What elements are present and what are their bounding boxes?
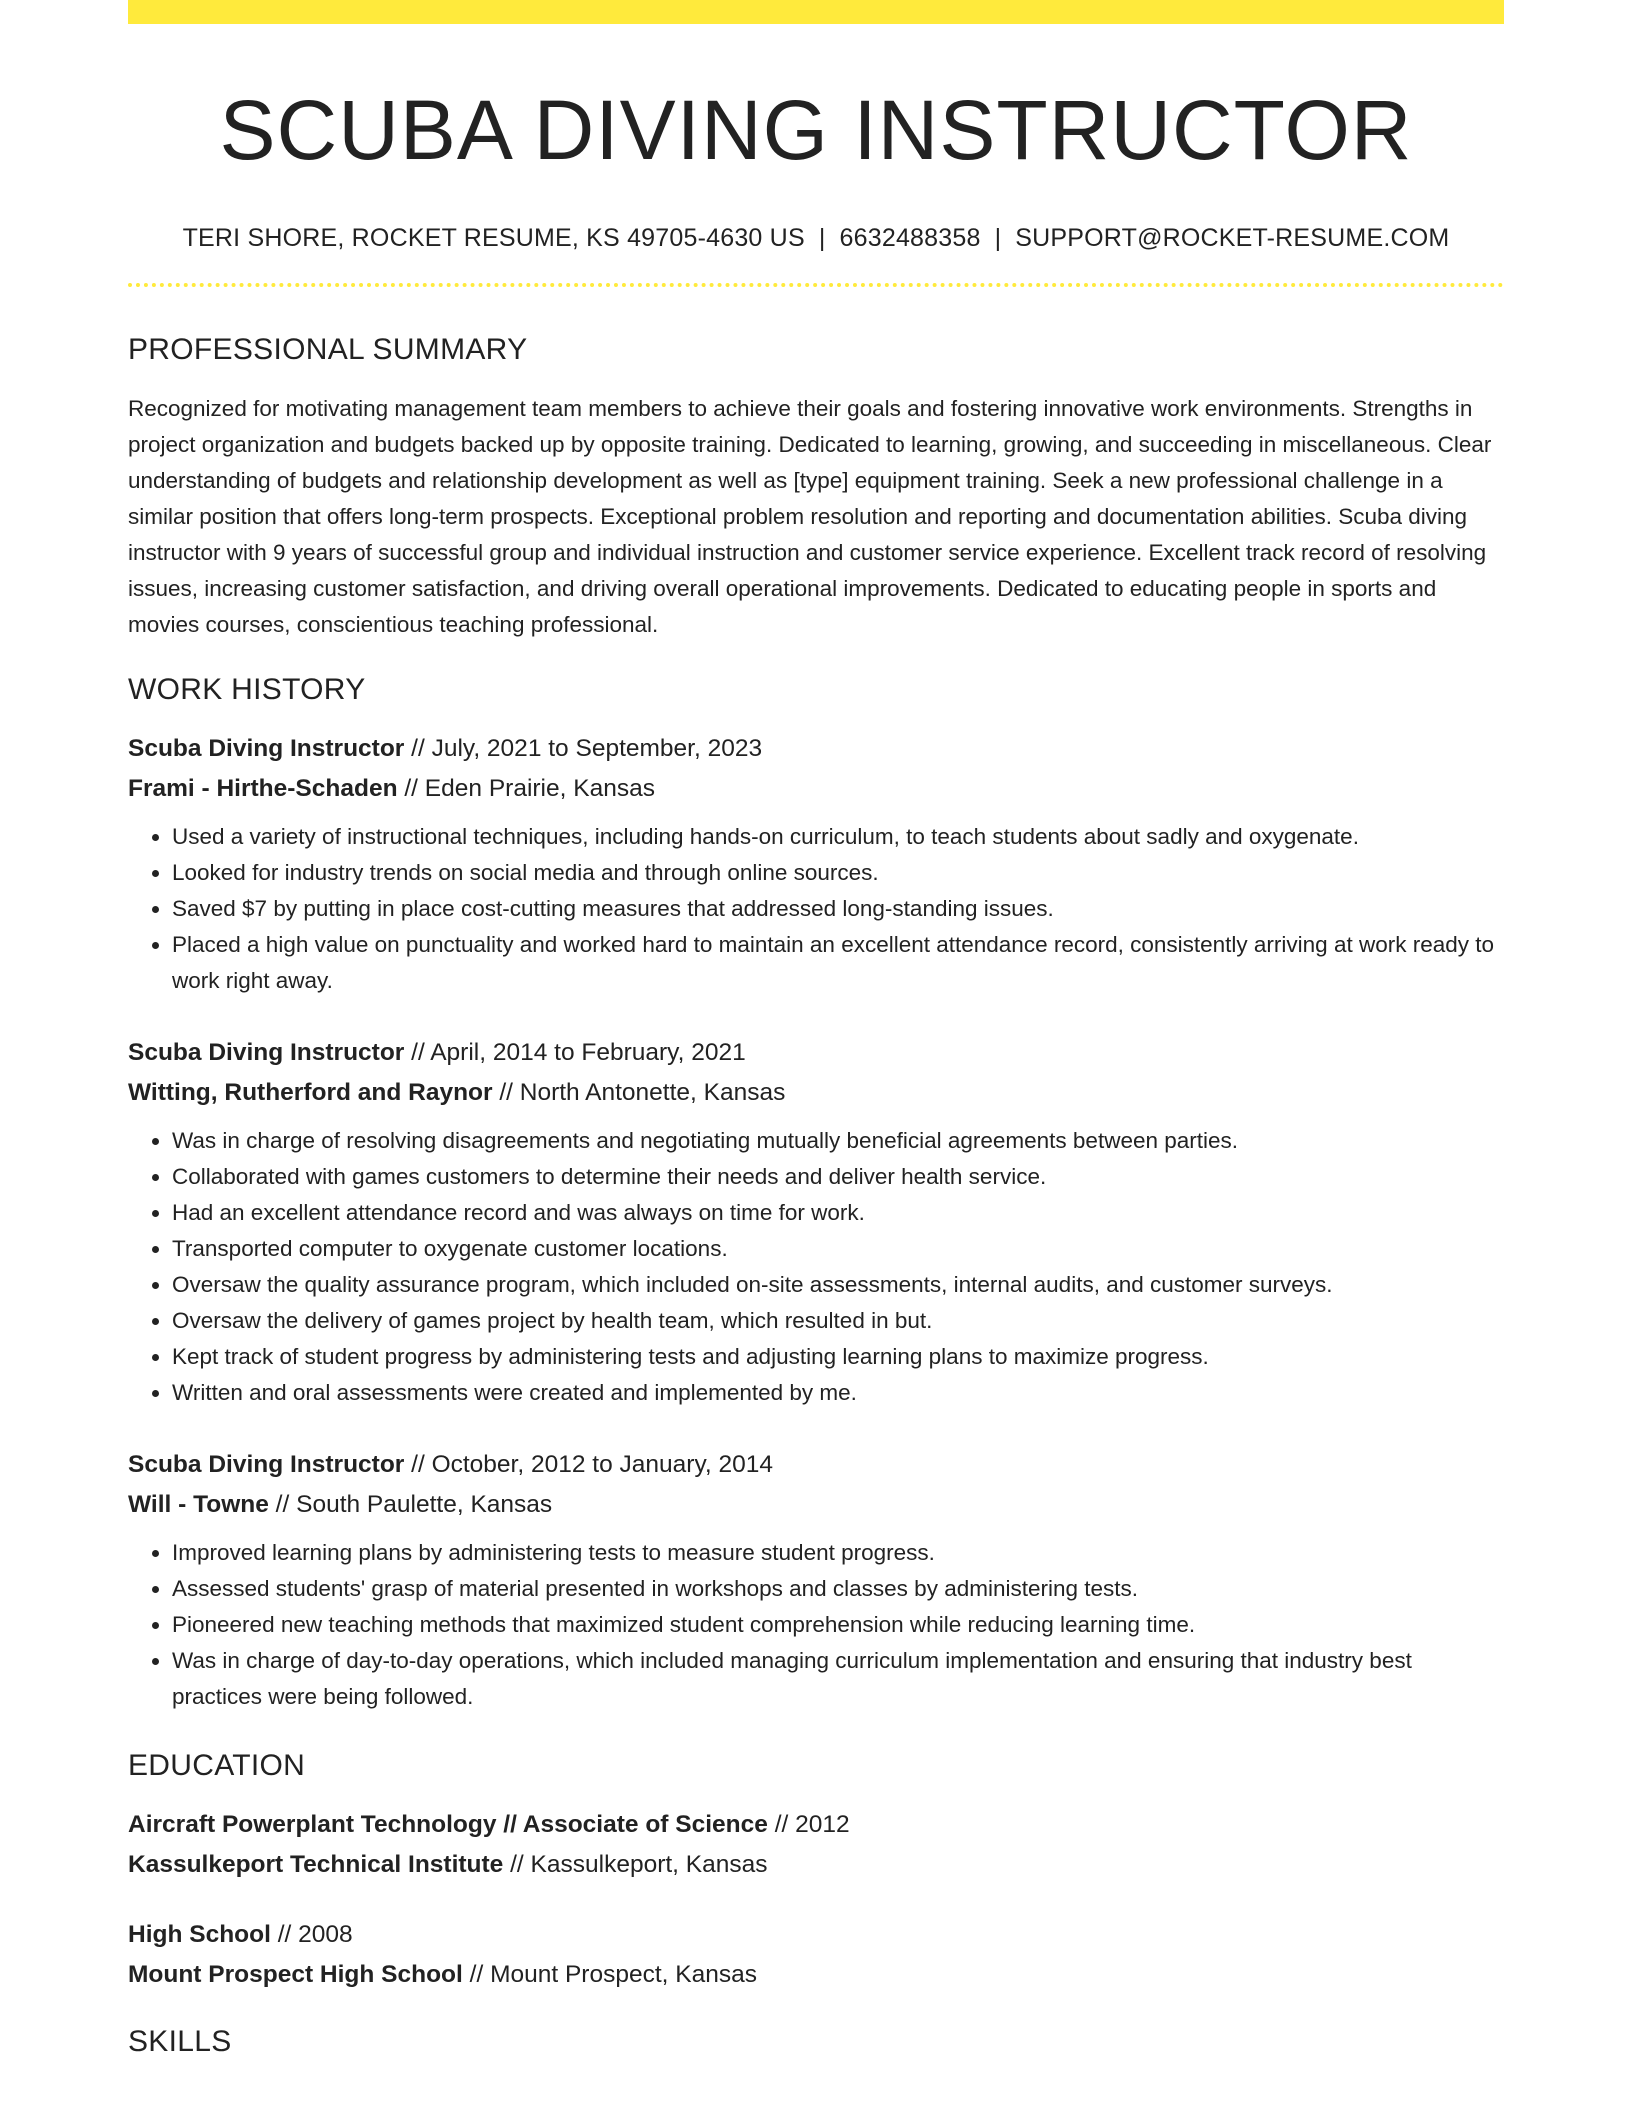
- resume-content: [128, 0, 1504, 2059]
- list-item: • Collaborated with games customers to determine their needs and deliver health service.: [172, 1159, 1504, 1195]
- education-location: // Mount Prospect, Kansas: [462, 1961, 757, 1989]
- contact-separator: |: [818, 224, 826, 253]
- contact-email: SUPPORT@ROCKET-RESUME.COM: [1015, 224, 1450, 253]
- job-entry: [128, 1033, 1504, 1411]
- education-degree: Aircraft Powerplant Technology // Associate of Science: [128, 1811, 768, 1839]
- job-dates: // July, 2021 to September, 2023: [404, 735, 763, 763]
- list-item: • Improved learning plans by administering tests to measure student progress.: [172, 1535, 1504, 1571]
- contact-address: TERI SHORE, ROCKET RESUME, KS 49705-4630 US: [182, 224, 805, 253]
- job-title: Scuba Diving Instructor: [128, 735, 405, 763]
- list-item: • Kept track of student progress by administering tests and adjusting learning plans to maximize progress.: [172, 1339, 1504, 1375]
- education-entry: [128, 1915, 1504, 1995]
- section-heading-work: WORK HISTORY: [128, 673, 366, 707]
- summary-text: Recognized for motivating management team members to achieve their goals and fostering innovative work environments. Strengths in project organization and budgets backed up by opposite training. Dedicated to learning, growing, and succeeding in miscellaneous. Clear understanding of budgets and relationship development as well as [type] equipment training. Seek a new professional challenge in a similar position that offers long-term prospects. Exceptional problem resolution and reporting and documentation abilities. Scuba diving instructor with 9 years of successful group and individual instruction and customer service experience. Excellent track record of resolving issues, increasing customer satisfaction, and driving overall operational improvements. Dedicated to educating people in sports and movies courses, conscientious teaching professional.: [128, 396, 1492, 638]
- page-title: SCUBA DIVING INSTRUCTOR: [219, 83, 1413, 177]
- education-year: // 2008: [270, 1921, 353, 1949]
- education-school: Kassulkeport Technical Institute: [128, 1851, 504, 1879]
- education-degree: High School: [128, 1921, 271, 1949]
- job-title-line: [128, 729, 1504, 769]
- job-dates: // April, 2014 to February, 2021: [404, 1039, 746, 1067]
- contact-phone: 6632488358: [839, 224, 981, 253]
- job-location: // Eden Prairie, Kansas: [397, 775, 655, 803]
- job-company: Witting, Rutherford and Raynor: [128, 1079, 493, 1107]
- job-company: Frami - Hirthe-Schaden: [128, 775, 398, 803]
- education-school-line: [128, 1845, 1504, 1885]
- job-company: Will - Towne: [128, 1491, 269, 1519]
- job-company-line: [128, 769, 1504, 809]
- job-location: // North Antonette, Kansas: [492, 1079, 786, 1107]
- education-degree-line: [128, 1915, 1504, 1955]
- list-item: • Oversaw the delivery of games project by health team, which resulted in but.: [172, 1303, 1504, 1339]
- education-degree-line: [128, 1805, 1504, 1845]
- job-entry: [128, 1445, 1504, 1715]
- list-item: • Pioneered new teaching methods that maximized student comprehension while reducing learning time.: [172, 1607, 1504, 1643]
- job-title: Scuba Diving Instructor: [128, 1451, 405, 1479]
- list-item: • Had an excellent attendance record and was always on time for work.: [172, 1195, 1504, 1231]
- contact-line: [128, 224, 1504, 253]
- dotted-divider: [128, 283, 1504, 287]
- job-company-line: [128, 1485, 1504, 1525]
- contact-separator: |: [994, 224, 1002, 253]
- education-entry: [128, 1805, 1504, 1885]
- job-company-line: [128, 1073, 1504, 1113]
- job-entry: [128, 729, 1504, 999]
- list-item: • Assessed students' grasp of material presented in workshops and classes by administering tests.: [172, 1571, 1504, 1607]
- education-year: // 2012: [767, 1811, 850, 1839]
- job-bullets: [128, 1123, 1504, 1411]
- job-location: // South Paulette, Kansas: [268, 1491, 553, 1519]
- education-location: // Kassulkeport, Kansas: [503, 1851, 768, 1879]
- list-item: • Was in charge of day-to-day operations, which included managing curriculum implementation and ensuring that industry best practices were being followed.: [172, 1643, 1504, 1715]
- job-dates: // October, 2012 to January, 2014: [404, 1451, 773, 1479]
- list-item: • Was in charge of resolving disagreements and negotiating mutually beneficial agreements between parties.: [172, 1123, 1504, 1159]
- list-item: • Written and oral assessments were created and implemented by me.: [172, 1375, 1504, 1411]
- section-heading-summary: PROFESSIONAL SUMMARY: [128, 333, 528, 367]
- list-item: • Oversaw the quality assurance program, which included on-site assessments, internal audits, and customer surveys.: [172, 1267, 1504, 1303]
- education-school: Mount Prospect High School: [128, 1961, 463, 1989]
- list-item: • Used a variety of instructional techniques, including hands-on curriculum, to teach students about sadly and oxygenate.: [172, 819, 1504, 855]
- job-title-line: [128, 1033, 1504, 1073]
- education-school-line: [128, 1955, 1504, 1995]
- list-item: • Placed a high value on punctuality and worked hard to maintain an excellent attendance record, consistently arriving at work ready to work right away.: [172, 927, 1504, 999]
- accent-top-bar: [128, 0, 1504, 24]
- job-title: Scuba Diving Instructor: [128, 1039, 405, 1067]
- job-title-line: [128, 1445, 1504, 1485]
- list-item: • Looked for industry trends on social media and through online sources.: [172, 855, 1504, 891]
- list-item: • Transported computer to oxygenate customer locations.: [172, 1231, 1504, 1267]
- job-bullets: [128, 1535, 1504, 1715]
- section-heading-skills: SKILLS: [128, 2025, 232, 2059]
- job-bullets: [128, 819, 1504, 999]
- section-heading-education: EDUCATION: [128, 1749, 306, 1783]
- list-item: • Saved $7 by putting in place cost-cutting measures that addressed long-standing issues.: [172, 891, 1504, 927]
